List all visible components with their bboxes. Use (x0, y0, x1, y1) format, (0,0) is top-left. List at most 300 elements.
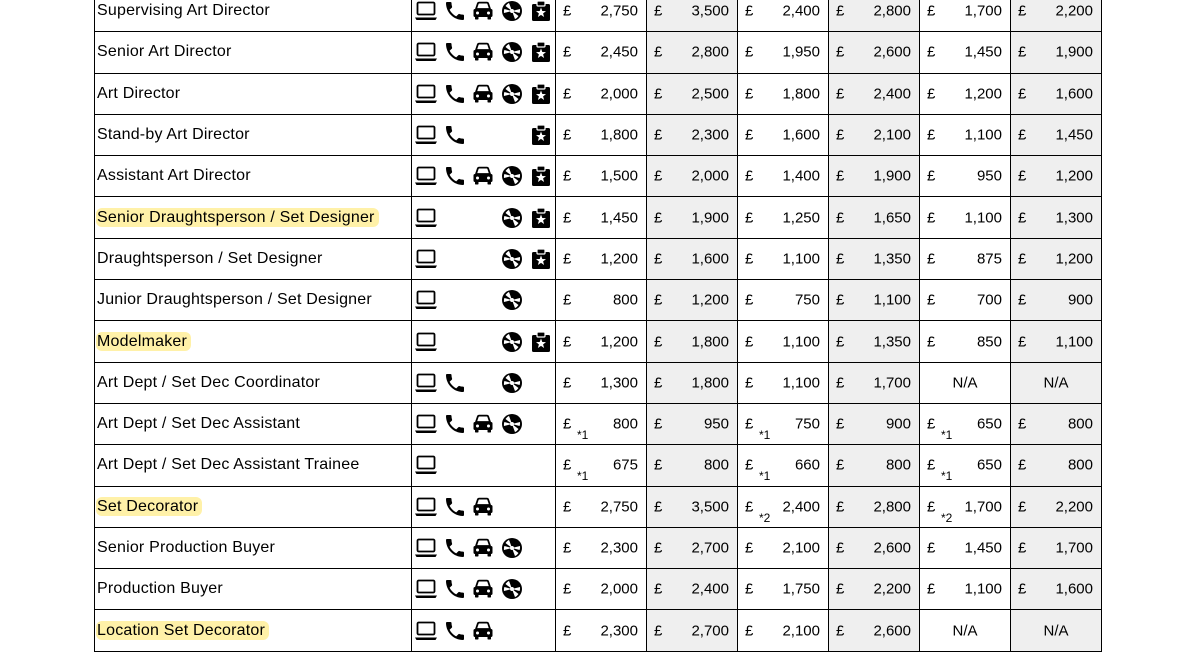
car-icon (471, 40, 495, 64)
film-reel-icon (500, 330, 524, 354)
currency-symbol: £ (563, 622, 572, 640)
perks-icons-cell (412, 527, 556, 568)
currency-symbol: £ (1018, 333, 1027, 351)
role-label: Junior Draughtsperson / Set Designer (97, 291, 372, 309)
perks-icons-cell (412, 610, 556, 651)
role-label: Art Dept / Set Dec Coordinator (97, 373, 320, 391)
currency-symbol: £ (745, 250, 754, 268)
role-cell (95, 403, 412, 444)
kit-box-icon (529, 206, 553, 230)
rate-amount: 1,650 (873, 209, 911, 227)
currency-symbol: £ (563, 580, 572, 598)
rate-cell (829, 280, 920, 321)
rate-amount: 1,100 (782, 333, 820, 351)
rate-cell (829, 486, 920, 527)
table-row (95, 610, 1102, 651)
currency-symbol: £ (745, 498, 754, 516)
rate-amount: 1,800 (600, 126, 638, 144)
not-applicable-label: N/A (952, 374, 978, 392)
rate-cell (920, 73, 1011, 114)
rate-cell (738, 321, 829, 362)
rate-amount: 1,900 (1055, 43, 1093, 61)
rate-amount: 1,350 (873, 333, 911, 351)
table-row (95, 403, 1102, 444)
rate-cell (738, 610, 829, 651)
car-icon (471, 619, 495, 643)
rate-cell (556, 445, 647, 486)
laptop-icon (414, 164, 438, 188)
rate-table (94, 0, 1102, 652)
rate-cell (829, 156, 920, 197)
currency-symbol: £ (1018, 2, 1027, 20)
rate-cell (647, 362, 738, 403)
rate-cell (738, 527, 829, 568)
rate-cell (738, 32, 829, 73)
rate-cell (1011, 197, 1102, 238)
rate-amount: 1,900 (691, 209, 729, 227)
rate-amount: 900 (1067, 291, 1093, 309)
rate-amount: 800 (1067, 456, 1093, 474)
role-cell (95, 610, 412, 651)
rate-cell (647, 73, 738, 114)
role-cell (95, 486, 412, 527)
footnote-marker: *1 (759, 469, 771, 484)
currency-symbol: £ (563, 374, 572, 392)
role-cell (95, 527, 412, 568)
rate-cell (556, 32, 647, 73)
rate-cell (829, 0, 920, 32)
laptop-icon (414, 82, 438, 106)
currency-symbol: £ (836, 2, 845, 20)
table-row (95, 238, 1102, 279)
table-row (95, 321, 1102, 362)
role-label: Senior Art Director (97, 43, 232, 61)
laptop-icon (414, 330, 438, 354)
rate-amount: 800 (703, 456, 729, 474)
rate-amount: 2,400 (782, 2, 820, 20)
phone-icon (443, 82, 467, 106)
table-row (95, 362, 1102, 403)
rate-amount: 1,500 (600, 167, 638, 185)
rate-amount: 1,200 (600, 333, 638, 351)
rate-cell (920, 238, 1011, 279)
rate-amount: 2,400 (873, 85, 911, 103)
footnote-marker: *2 (941, 510, 953, 525)
rate-amount: 1,100 (964, 209, 1002, 227)
rate-amount: 1,450 (1055, 126, 1093, 144)
rate-amount: 1,600 (1055, 85, 1093, 103)
currency-symbol: £ (836, 333, 845, 351)
currency-symbol: £ (745, 333, 754, 351)
currency-symbol: £ (654, 291, 663, 309)
phone-icon (443, 412, 467, 436)
rate-cell (556, 403, 647, 444)
table-row (95, 445, 1102, 486)
film-reel-icon (500, 288, 524, 312)
currency-symbol: £ (745, 209, 754, 227)
role-label: Art Director (97, 84, 181, 102)
rate-amount: 1,100 (782, 250, 820, 268)
footnote-marker: *1 (577, 469, 589, 484)
role-label-highlighted: Modelmaker (96, 332, 191, 351)
rate-amount: 1,450 (964, 43, 1002, 61)
rate-amount: 1,450 (600, 209, 638, 227)
perks-icons-cell (412, 403, 556, 444)
rate-cell (556, 321, 647, 362)
rate-cell (556, 114, 647, 155)
rate-cell (1011, 569, 1102, 610)
rate-cell (920, 0, 1011, 32)
currency-symbol: £ (563, 498, 572, 516)
car-icon (471, 536, 495, 560)
rate-cell (647, 0, 738, 32)
role-cell (95, 0, 412, 32)
rate-amount: 1,700 (1055, 539, 1093, 557)
not-applicable-label: N/A (952, 622, 978, 640)
currency-symbol: £ (927, 126, 936, 144)
table-row (95, 197, 1102, 238)
rate-amount: 2,300 (600, 622, 638, 640)
rate-cell (920, 197, 1011, 238)
rate-cell (738, 114, 829, 155)
currency-symbol: £ (1018, 580, 1027, 598)
rate-cell (738, 0, 829, 32)
rate-cell (738, 486, 829, 527)
role-cell (95, 280, 412, 321)
role-cell (95, 362, 412, 403)
role-cell (95, 238, 412, 279)
rate-amount: 2,600 (873, 622, 911, 640)
perks-icons-cell (412, 238, 556, 279)
currency-symbol: £ (1018, 539, 1027, 557)
currency-symbol: £ (654, 43, 663, 61)
role-label: Production Buyer (97, 580, 223, 598)
rate-amount: 950 (703, 415, 729, 433)
laptop-icon (414, 288, 438, 312)
currency-symbol: £ (563, 209, 572, 227)
currency-symbol: £ (563, 291, 572, 309)
rate-amount: 1,100 (873, 291, 911, 309)
role-label: Assistant Art Director (97, 167, 251, 185)
role-cell (95, 569, 412, 610)
currency-symbol: £ (836, 167, 845, 185)
currency-symbol: £ (654, 622, 663, 640)
currency-symbol: £ (836, 374, 845, 392)
not-applicable-label: N/A (1043, 622, 1069, 640)
currency-symbol: £ (836, 580, 845, 598)
rate-cell (920, 321, 1011, 362)
currency-symbol: £ (745, 456, 754, 474)
laptop-icon (414, 371, 438, 395)
rate-amount: 1,600 (782, 126, 820, 144)
currency-symbol: £ (654, 539, 663, 557)
rate-amount: 2,300 (691, 126, 729, 144)
film-reel-icon (500, 247, 524, 271)
currency-symbol: £ (563, 539, 572, 557)
rate-amount: 1,200 (1055, 167, 1093, 185)
rate-amount: 1,800 (691, 374, 729, 392)
rate-cell (920, 486, 1011, 527)
rate-amount: 1,400 (782, 167, 820, 185)
role-cell (95, 321, 412, 362)
rate-amount: 850 (976, 333, 1002, 351)
role-label-highlighted: Senior Draughtsperson / Set Designer (96, 208, 379, 227)
rate-amount: 2,800 (873, 2, 911, 20)
rate-amount: 1,900 (873, 167, 911, 185)
table-row (95, 280, 1102, 321)
perks-icons-cell (412, 445, 556, 486)
currency-symbol: £ (1018, 291, 1027, 309)
rate-cell (1011, 73, 1102, 114)
currency-symbol: £ (927, 539, 936, 557)
rate-amount: 875 (976, 250, 1002, 268)
phone-icon (443, 40, 467, 64)
currency-symbol: £ (745, 167, 754, 185)
role-cell (95, 32, 412, 73)
rate-amount: 2,200 (1055, 498, 1093, 516)
role-label: Art Dept / Set Dec Assistant (97, 415, 301, 433)
film-reel-icon (500, 82, 524, 106)
rate-cell (556, 156, 647, 197)
currency-symbol: £ (654, 167, 663, 185)
rate-cell (556, 280, 647, 321)
currency-symbol: £ (836, 539, 845, 557)
footnote-marker: *1 (759, 428, 771, 443)
footnote-marker: *1 (941, 469, 953, 484)
film-reel-icon (500, 371, 524, 395)
laptop-icon (414, 453, 438, 477)
currency-symbol: £ (745, 580, 754, 598)
rate-cell (1011, 445, 1102, 486)
laptop-icon (414, 206, 438, 230)
role-cell (95, 114, 412, 155)
rate-table-body (95, 0, 1102, 651)
currency-symbol: £ (836, 456, 845, 474)
rate-cell (647, 445, 738, 486)
currency-symbol: £ (654, 333, 663, 351)
rate-amount: 1,750 (782, 580, 820, 598)
laptop-icon (414, 412, 438, 436)
currency-symbol: £ (745, 291, 754, 309)
rate-cell (1011, 321, 1102, 362)
currency-symbol: £ (927, 167, 936, 185)
currency-symbol: £ (654, 2, 663, 20)
table-row (95, 486, 1102, 527)
currency-symbol: £ (836, 209, 845, 227)
rate-cell (829, 610, 920, 651)
kit-box-icon (529, 40, 553, 64)
currency-symbol: £ (1018, 85, 1027, 103)
role-label: Draughtsperson / Set Designer (97, 249, 323, 267)
rate-amount: 1,700 (873, 374, 911, 392)
rate-cell (829, 32, 920, 73)
perks-icons-cell (412, 114, 556, 155)
perks-icons-cell (412, 156, 556, 197)
rate-amount: 2,000 (691, 167, 729, 185)
car-icon (471, 82, 495, 106)
rate-amount: 900 (885, 415, 911, 433)
rate-amount: 2,800 (873, 498, 911, 516)
rate-amount: 2,600 (873, 43, 911, 61)
currency-symbol: £ (927, 580, 936, 598)
film-reel-icon (500, 0, 524, 23)
rate-cell (556, 0, 647, 32)
currency-symbol: £ (745, 374, 754, 392)
role-label: Stand-by Art Director (97, 126, 250, 144)
rate-cell (738, 197, 829, 238)
perks-icons-cell (412, 73, 556, 114)
rate-cell (738, 445, 829, 486)
currency-symbol: £ (654, 374, 663, 392)
currency-symbol: £ (563, 2, 572, 20)
rate-amount: 2,100 (782, 622, 820, 640)
rate-cell (920, 610, 1011, 651)
perks-icons-cell (412, 32, 556, 73)
rate-amount: 1,600 (691, 250, 729, 268)
rate-amount: 1,450 (964, 539, 1002, 557)
currency-symbol: £ (563, 415, 572, 433)
currency-symbol: £ (836, 250, 845, 268)
phone-icon (443, 371, 467, 395)
currency-symbol: £ (836, 622, 845, 640)
currency-symbol: £ (927, 415, 936, 433)
table-row (95, 32, 1102, 73)
kit-box-icon (529, 330, 553, 354)
perks-icons-cell (412, 280, 556, 321)
rate-cell (829, 73, 920, 114)
rate-amount: 2,600 (873, 539, 911, 557)
currency-symbol: £ (563, 456, 572, 474)
film-reel-icon (500, 412, 524, 436)
currency-symbol: £ (927, 2, 936, 20)
film-reel-icon (500, 164, 524, 188)
currency-symbol: £ (836, 415, 845, 433)
rate-amount: 1,200 (600, 250, 638, 268)
rate-cell (920, 32, 1011, 73)
currency-symbol: £ (836, 85, 845, 103)
currency-symbol: £ (1018, 209, 1027, 227)
table-row (95, 569, 1102, 610)
rate-cell (556, 73, 647, 114)
rate-amount: 2,750 (600, 2, 638, 20)
rate-amount: 1,350 (873, 250, 911, 268)
rate-amount: 2,000 (600, 85, 638, 103)
rate-amount: 2,300 (600, 539, 638, 557)
rate-amount: 1,250 (782, 209, 820, 227)
car-icon (471, 164, 495, 188)
currency-symbol: £ (654, 85, 663, 103)
currency-symbol: £ (745, 415, 754, 433)
perks-icons-cell (412, 321, 556, 362)
currency-symbol: £ (1018, 456, 1027, 474)
table-row (95, 156, 1102, 197)
rate-amount: 2,100 (782, 539, 820, 557)
currency-symbol: £ (836, 43, 845, 61)
rate-cell (920, 362, 1011, 403)
rate-cell (647, 32, 738, 73)
role-label: Senior Production Buyer (97, 539, 276, 556)
rate-cell (920, 114, 1011, 155)
currency-symbol: £ (1018, 167, 1027, 185)
rate-amount: 3,500 (691, 498, 729, 516)
currency-symbol: £ (654, 126, 663, 144)
rate-amount: 1,700 (964, 498, 1002, 516)
rate-amount: 750 (794, 415, 820, 433)
laptop-icon (414, 495, 438, 519)
footnote-marker: *2 (759, 510, 771, 525)
rate-amount: 1,200 (1055, 250, 1093, 268)
rate-amount: 1,300 (600, 374, 638, 392)
rate-cell (829, 403, 920, 444)
table-row (95, 73, 1102, 114)
rate-amount: 1,700 (964, 2, 1002, 20)
rate-amount: 2,200 (1055, 2, 1093, 20)
currency-symbol: £ (836, 291, 845, 309)
phone-icon (443, 577, 467, 601)
currency-symbol: £ (927, 291, 936, 309)
currency-symbol: £ (563, 167, 572, 185)
footnote-marker: *1 (577, 428, 589, 443)
phone-icon (443, 123, 467, 147)
rate-amount: 1,100 (964, 126, 1002, 144)
phone-icon (443, 0, 467, 23)
currency-symbol: £ (745, 43, 754, 61)
rate-amount: 2,750 (600, 498, 638, 516)
currency-symbol: £ (927, 250, 936, 268)
role-label: Art Dept / Set Dec Assistant Trainee (97, 456, 360, 474)
rate-amount: 1,100 (782, 374, 820, 392)
laptop-icon (414, 577, 438, 601)
rate-amount: 800 (1067, 415, 1093, 433)
role-cell (95, 445, 412, 486)
rate-cell (1011, 527, 1102, 568)
perks-icons-cell (412, 0, 556, 32)
footnote-marker: *1 (941, 428, 953, 443)
rate-amount: 2,450 (600, 43, 638, 61)
rate-amount: 2,000 (600, 580, 638, 598)
rate-cell (556, 486, 647, 527)
rate-amount: 800 (885, 456, 911, 474)
car-icon (471, 577, 495, 601)
rate-cell (556, 197, 647, 238)
role-label-highlighted: Location Set Decorator (96, 621, 269, 640)
table-row (95, 114, 1102, 155)
rate-cell (829, 445, 920, 486)
rate-amount: 800 (612, 291, 638, 309)
currency-symbol: £ (563, 250, 572, 268)
rate-cell (920, 280, 1011, 321)
rate-cell (647, 527, 738, 568)
currency-symbol: £ (563, 85, 572, 103)
rate-cell (647, 321, 738, 362)
table-row (95, 0, 1102, 32)
rate-cell (647, 197, 738, 238)
currency-symbol: £ (745, 85, 754, 103)
rate-cell (1011, 403, 1102, 444)
rate-amount: 650 (976, 456, 1002, 474)
currency-symbol: £ (927, 209, 936, 227)
rate-amount: 2,400 (782, 498, 820, 516)
rate-amount: 1,200 (691, 291, 729, 309)
phone-icon (443, 536, 467, 560)
rate-cell (829, 238, 920, 279)
currency-symbol: £ (654, 580, 663, 598)
rate-cell (647, 569, 738, 610)
rate-amount: 1,800 (691, 333, 729, 351)
currency-symbol: £ (654, 209, 663, 227)
rate-amount: 3,500 (691, 2, 729, 20)
kit-box-icon (529, 82, 553, 106)
